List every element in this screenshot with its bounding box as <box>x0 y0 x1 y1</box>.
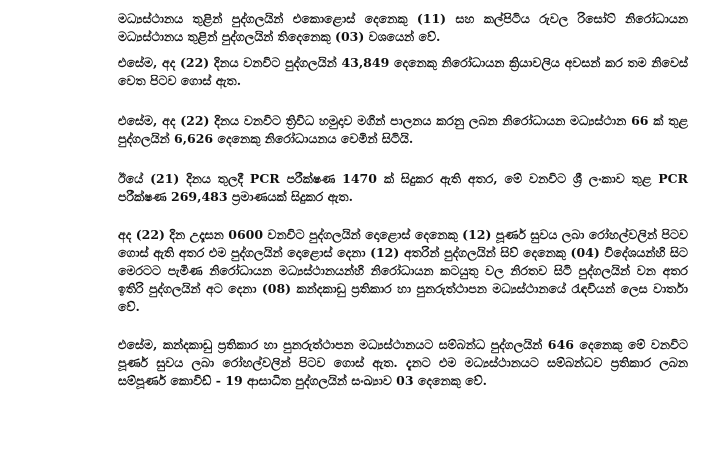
paragraph-6: එසේම, කන්දකාඩු ප්‍රතිකාර හා පුනරුත්ථාපන මධ්‍යස්ථානයට සම්බන්ධ පුද්ගලයින් 646 දෙනෙකු මේ වනවිට පූර්ණ සුවය ලබා රෝහල්වලින් පිටව ගොස් ඇත. දැනට එම මධ්‍යස්ථානයට සම්බන්ධව ප්‍රතිකාර ලබන සම්පූර්ණ කොවිඩ් - 19 ආසාධිත පුද්ගලයින් සංඛ්‍යාව 03 දෙනෙකු වේ. <box>118 337 688 388</box>
document-body <box>118 10 688 390</box>
paragraph-5: අද (22) දින උදෑසන 0600 වනවිට පුද්ගලයින් දොළොස් දෙනෙකු (12) පූර්ණ සුවය ලබා රෝහල්වලින් පිටව ගොස් ඇති අතර එම පුද්ගලයින් දොළොස් දෙනා (12) අතරින් පුද්ගලයින් සිව් දෙනෙකු (04) විදේශයන්හි සිට මෙරටට පැමිණ නිරෝධායන මධ්‍යස්ථානයන්හි නිරෝධායන කටයුතු වල නිරතව සිටි පුද්ගලයින් වන අතර ඉතිරි පුද්ගලයින් අට දෙනා (08) කන්දකාඩු ප්‍රතිකාර හා පුනරුත්ථාපන මධ්‍යස්ථානයේ රැඳවියන් ලෙස වාර්තා වේ. <box>118 227 688 314</box>
paragraph-3: එසේම, අද (22) දිනය වනවිට ත්‍රිවිධ හමුදාව මගින් පාලනය කරනු ලබන නිරෝධායන මධ්‍යස්ථාන 66 ක් තුළ පුද්ගලයින් 6,626 දෙනෙකු නිරෝධායනය වෙමින් සිටියි. <box>118 113 688 146</box>
paragraph-2: එසේම, අද (22) දිනය වනවිට පුද්ගලයින් 43,849 දෙනෙකු නිරෝධායන ක්‍රියාවලිය අවසන් කර තම නිවෙස් වෙත පිටව ගොස් ඇත. <box>118 55 688 88</box>
paragraph-1: මධ්‍යස්ථානය තුළින් පුද්ගලයින් එකොළොස් දෙනෙකු (11) සහ කල්පිටිය රුවල රිසෝට් නිරෝධායන මධ්‍යස්ථානය තුළින් පුද්ගලයින් තිදෙනෙකු (03) වශයෙන් වේ. <box>118 11 688 44</box>
paragraph-4: ඊයේ (21) දිනය තුලදී PCR පරීක්ෂණ 1470 ක් සිදුකර ඇති අතර, මේ වනවිට ශ්‍රී ලංකාව තුළ PCR පරීක්ෂණ 269,483 ප්‍රමාණයක් සිදුකර ඇත. <box>118 171 688 204</box>
